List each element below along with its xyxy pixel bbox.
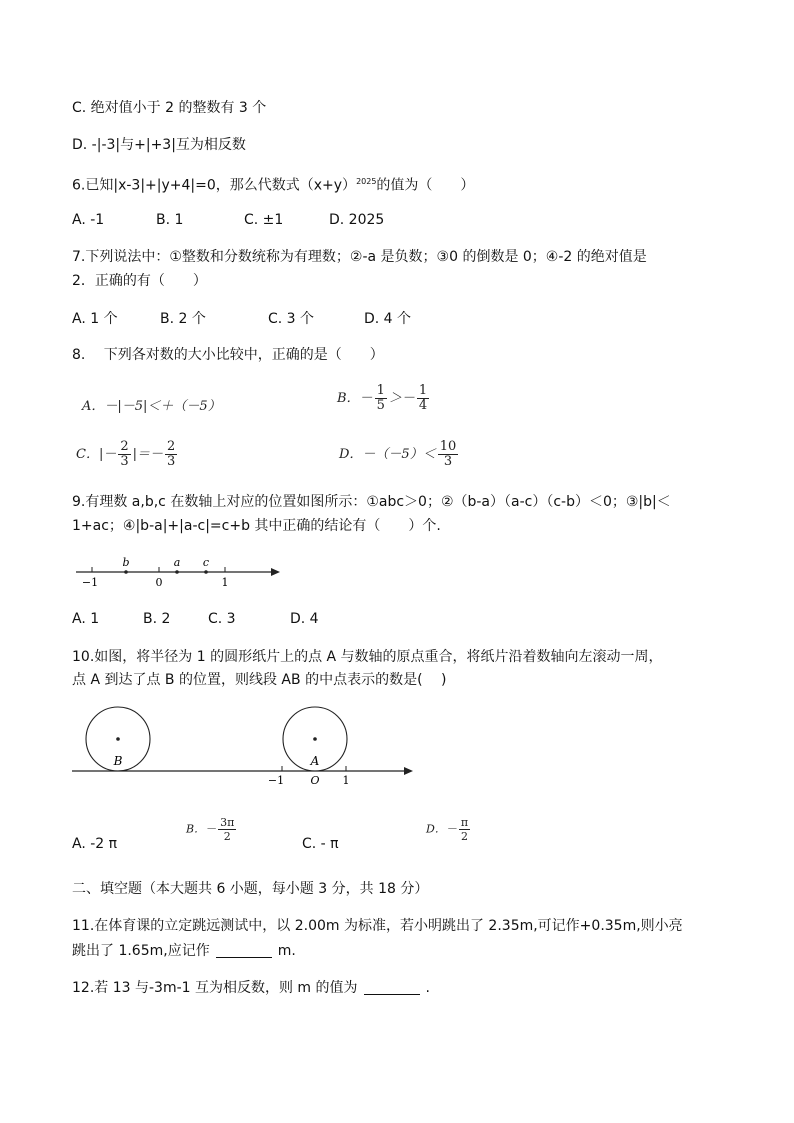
q10-b-num: 3π <box>220 816 235 829</box>
q9-tick-label-0: 0 <box>155 576 163 589</box>
q6-stem-post: 的值为（ ） <box>376 177 475 194</box>
q10-circle-a-center <box>313 737 317 741</box>
q9-axis-arrow <box>271 568 280 576</box>
q8-b-mid: ＞－ <box>388 391 415 406</box>
q9-point-a <box>175 570 179 574</box>
q10-circle-b-center <box>116 737 120 741</box>
q6-option-d: D. 2025 <box>329 212 385 228</box>
q9-stem-line2: 1+ac；④|b-a|+|a-c|=c+b 其中正确的结论有（ ）个. <box>72 518 441 534</box>
q10-b-den: 2 <box>223 830 231 843</box>
q12-pre: 12.若 13 与-3m-1 互为相反数，则 m 的值为 <box>72 980 358 996</box>
q8-b-f1-num: 1 <box>376 383 385 398</box>
q8-c-fraction-2 <box>165 440 177 469</box>
q6-exponent: 2025 <box>356 177 377 186</box>
q10-b-fraction <box>218 816 236 843</box>
q10-stem-line1: 10.如图，将半径为 1 的圆形纸片上的点 A 与数轴的原点重合，将纸片沿着数轴向左滚动一周， <box>72 649 663 665</box>
q7-stem-line1: 7.下列说法中：①整数和分数统称为有理数；②-a 是负数；③0 的倒数是 0；④-2 的绝对值是 <box>72 249 647 265</box>
q6-stem <box>72 172 474 196</box>
q7-option-b: B. 2 个 <box>160 311 206 327</box>
q8-stem: 8. 下列各对数的大小比较中，正确的是（ ） <box>72 347 384 363</box>
q8-c-mid: |＝－ <box>132 447 163 462</box>
q8-b-f2-den: 4 <box>418 398 428 413</box>
q8-c-f1-den: 3 <box>120 454 129 469</box>
q9-option-d: D. 4 <box>290 611 319 627</box>
q9-number-line <box>68 552 288 592</box>
q7-option-a: A. 1 个 <box>72 311 118 327</box>
q10-option-d <box>426 816 472 843</box>
q5-option-c: C. 绝对值小于 2 的整数有 3 个 <box>72 100 267 116</box>
q11-line2 <box>72 941 296 961</box>
q12-answer-blank[interactable] <box>364 980 420 995</box>
q9-tick-label-neg1: −1 <box>81 576 99 589</box>
q10-d-label: D．－ <box>426 822 457 836</box>
q9-option-a: A. 1 <box>72 611 100 627</box>
q8-b-fraction-2 <box>417 384 429 413</box>
q9-point-c <box>204 570 208 574</box>
q11-line2-pre: 跳出了 1.65m,应记作 <box>72 943 210 959</box>
q9-tick-label-1: 1 <box>221 576 229 589</box>
q11-answer-blank[interactable] <box>216 943 272 958</box>
q7-option-c: C. 3 个 <box>268 311 315 327</box>
q9-option-b: B. 2 <box>143 611 171 627</box>
q10-label-a: A <box>310 754 320 768</box>
q8-d-fraction <box>438 440 459 469</box>
q10-option-b <box>186 816 238 843</box>
q8-c-f2-num: 2 <box>167 439 176 454</box>
q8-d-f-num: 10 <box>439 439 457 454</box>
q10-tick-label-o: O <box>310 774 320 787</box>
q11-line1: 11.在体育课的立定跳远测试中，以 2.00m 为标准，若小明跳出了 2.35m,可记作+0.35m,则小亮 <box>72 918 683 934</box>
q6-option-a: A. -1 <box>72 212 105 228</box>
q10-d-den: 2 <box>460 830 468 843</box>
q10-stem-line2: 点 A 到达了点 B 的位置，则线段 AB 的中点表示的数是( ) <box>72 672 447 688</box>
q8-option-a: A．－|－5|＜＋（－5） <box>82 399 221 414</box>
q6-option-c: C. ±1 <box>244 212 284 228</box>
q10-d-num: π <box>460 816 469 829</box>
q10-figure <box>66 700 420 792</box>
q9-stem-line1: 9.有理数 a,b,c 在数轴上对应的位置如图所示：①abc＞0；②（b-a）（a-c）（c-b）＜0；③|b|＜ <box>72 494 671 510</box>
q8-b-fraction-1 <box>375 384 387 413</box>
q12-line <box>72 978 430 998</box>
q5-option-d: D. -|-3|与+|+3|互为相反数 <box>72 137 246 153</box>
q8-option-d <box>339 440 460 469</box>
q9-label-a: a <box>173 556 181 569</box>
q10-tick-label-neg1: −1 <box>267 774 285 787</box>
q9-option-c: C. 3 <box>208 611 236 627</box>
q8-c-label: C．|－ <box>76 447 117 462</box>
q6-option-b: B. 1 <box>156 212 184 228</box>
q8-d-f-den: 3 <box>443 454 453 469</box>
q9-label-b: b <box>122 556 130 569</box>
q8-c-f2-den: 3 <box>167 454 176 469</box>
q8-b-f2-num: 1 <box>418 383 428 398</box>
q9-label-c: c <box>202 556 210 569</box>
section-2-title: 二、填空题（本大题共 6 小题，每小题 3 分，共 18 分） <box>72 881 429 897</box>
q8-c-fraction-1 <box>118 440 130 469</box>
q10-label-b: B <box>113 754 123 768</box>
q10-tick-label-1: 1 <box>342 774 350 787</box>
q11-line2-post: m. <box>277 943 296 959</box>
q10-option-c: C. - π <box>302 836 339 852</box>
q8-option-b <box>337 384 431 413</box>
q10-axis-arrow <box>404 767 413 775</box>
q12-post: . <box>425 980 430 996</box>
q7-stem-line2: 2．正确的有（ ） <box>72 273 207 289</box>
q8-b-label: B．－ <box>337 391 373 406</box>
q8-c-f1-num: 2 <box>120 439 129 454</box>
q8-option-c <box>76 440 179 469</box>
q10-option-a: A. -2 π <box>72 836 118 852</box>
q10-d-fraction <box>459 816 470 843</box>
q7-option-d: D. 4 个 <box>364 311 412 327</box>
q6-stem-pre: 6.已知|x-3|+|y+4|=0，那么代数式（x+y） <box>72 177 357 194</box>
q8-b-f1-den: 5 <box>376 398 385 413</box>
q10-b-label: B．－ <box>186 822 217 836</box>
q8-d-label: D．－（－5）＜ <box>339 447 436 462</box>
q9-point-b <box>124 570 128 574</box>
